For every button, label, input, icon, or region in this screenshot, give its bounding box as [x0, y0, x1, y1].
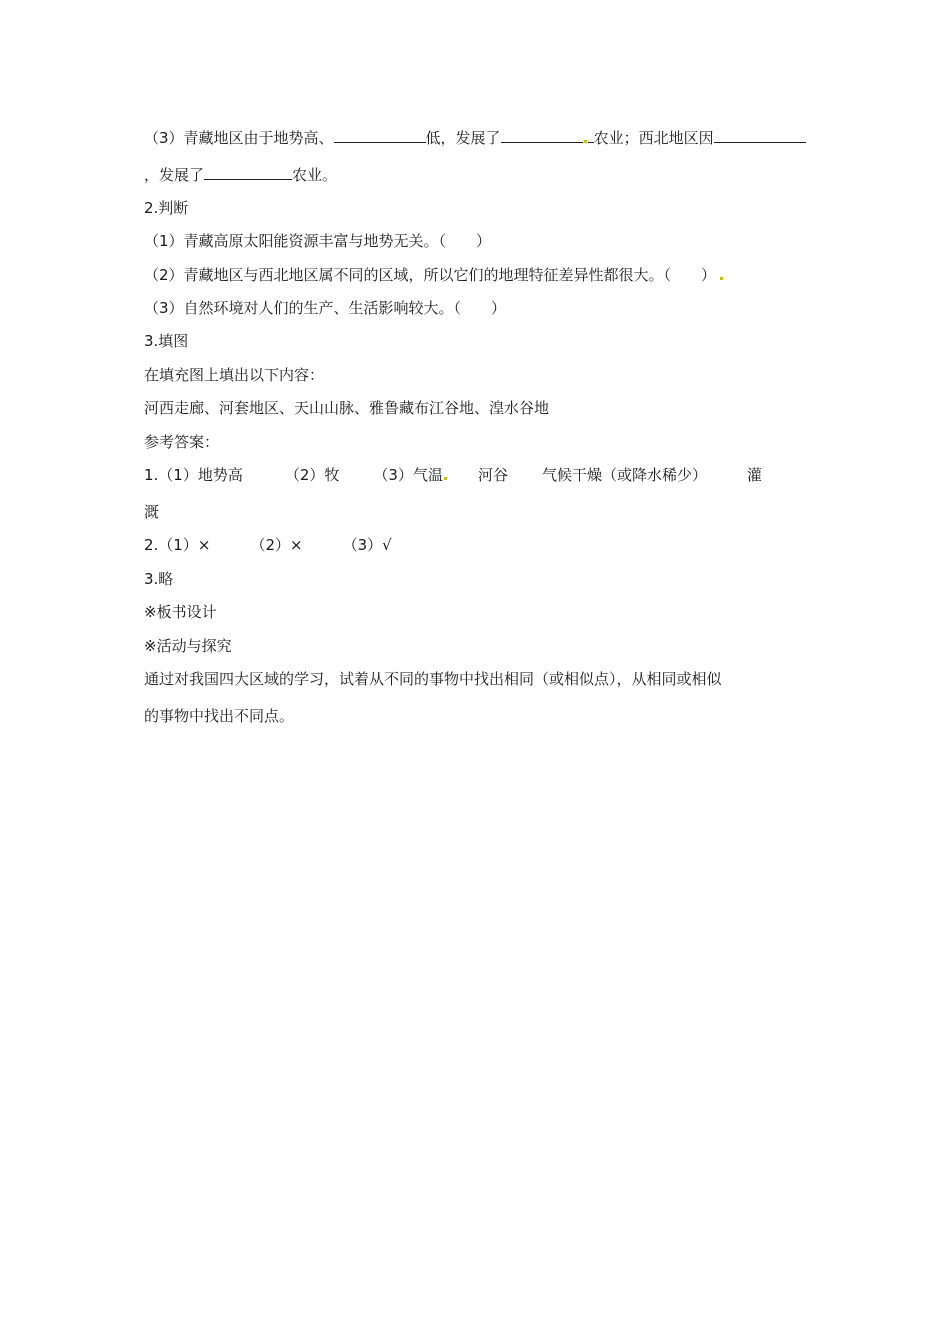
activity-heading: ※活动与探究: [144, 637, 232, 655]
q1-3-part2: 低，发展了: [425, 129, 501, 147]
judge-item-2-text: （2）青藏地区与西北地区属不同的区域，所以它们的地理特征差异性都很大。（ ）: [144, 266, 717, 284]
marker-dot: [444, 477, 447, 480]
section-3-title: 3.填图: [144, 332, 189, 350]
answer-1-2: （2）牧: [284, 466, 340, 484]
judge-item-3: （3）自然环境对人们的生产、生活影响较大。（ ）: [144, 299, 507, 317]
q1-3-part3: 农业；西北地区因: [593, 129, 714, 147]
answer-1-3: （3）气温: [373, 466, 443, 484]
judge-item-1: （1）青藏高原太阳能资源丰富与地势无关。（ ）: [144, 232, 492, 250]
answer-2-3: （3）√: [342, 536, 392, 554]
question-1-3-line: [144, 128, 806, 148]
fill-items: 河西走廊、河套地区、天山山脉、雅鲁藏布江谷地、湟水谷地: [144, 399, 550, 417]
board-design-heading: ※板书设计: [144, 603, 217, 621]
question-1-3-line-2: [144, 165, 337, 185]
section-2-title: 2.判断: [144, 199, 189, 217]
answers-title: 参考答案：: [144, 433, 220, 451]
marker-dot: [720, 277, 723, 280]
fill-blank: [334, 128, 426, 143]
answer-1-3d: 灌: [746, 466, 762, 484]
answers-1-line: [144, 465, 762, 485]
answer-2-1: 2.（1）×: [144, 536, 211, 554]
q1-3-part5: 农业。: [292, 166, 338, 184]
q1-3-part1: （3）青藏地区由于地势高、: [144, 129, 334, 147]
answer-1-3b: 河谷: [477, 466, 508, 484]
q1-3-part4: ，发展了: [144, 166, 205, 184]
marker-dot: [584, 140, 587, 143]
answers-2-line: [144, 535, 392, 555]
judge-item-2: [144, 265, 724, 285]
answer-2-2: （2）×: [250, 536, 303, 554]
answers-1-line-2: 溉: [144, 503, 160, 521]
activity-text-2: 的事物中找出不同点。: [144, 707, 295, 725]
answer-1-3c: 气候干燥（或降水稀少）: [541, 466, 707, 484]
fill-blank: [714, 128, 806, 143]
fill-blank: [501, 128, 583, 143]
fill-instruction: 在填充图上填出以下内容：: [144, 366, 325, 384]
answers-3-line: 3.略: [144, 570, 174, 588]
fill-blank: [204, 165, 292, 180]
answer-1-1: 1.（1）地势高: [144, 466, 243, 484]
activity-text-1: 通过对我国四大区域的学习，试着从不同的事物中找出相同（或相似点），从相同或相似: [144, 670, 722, 688]
